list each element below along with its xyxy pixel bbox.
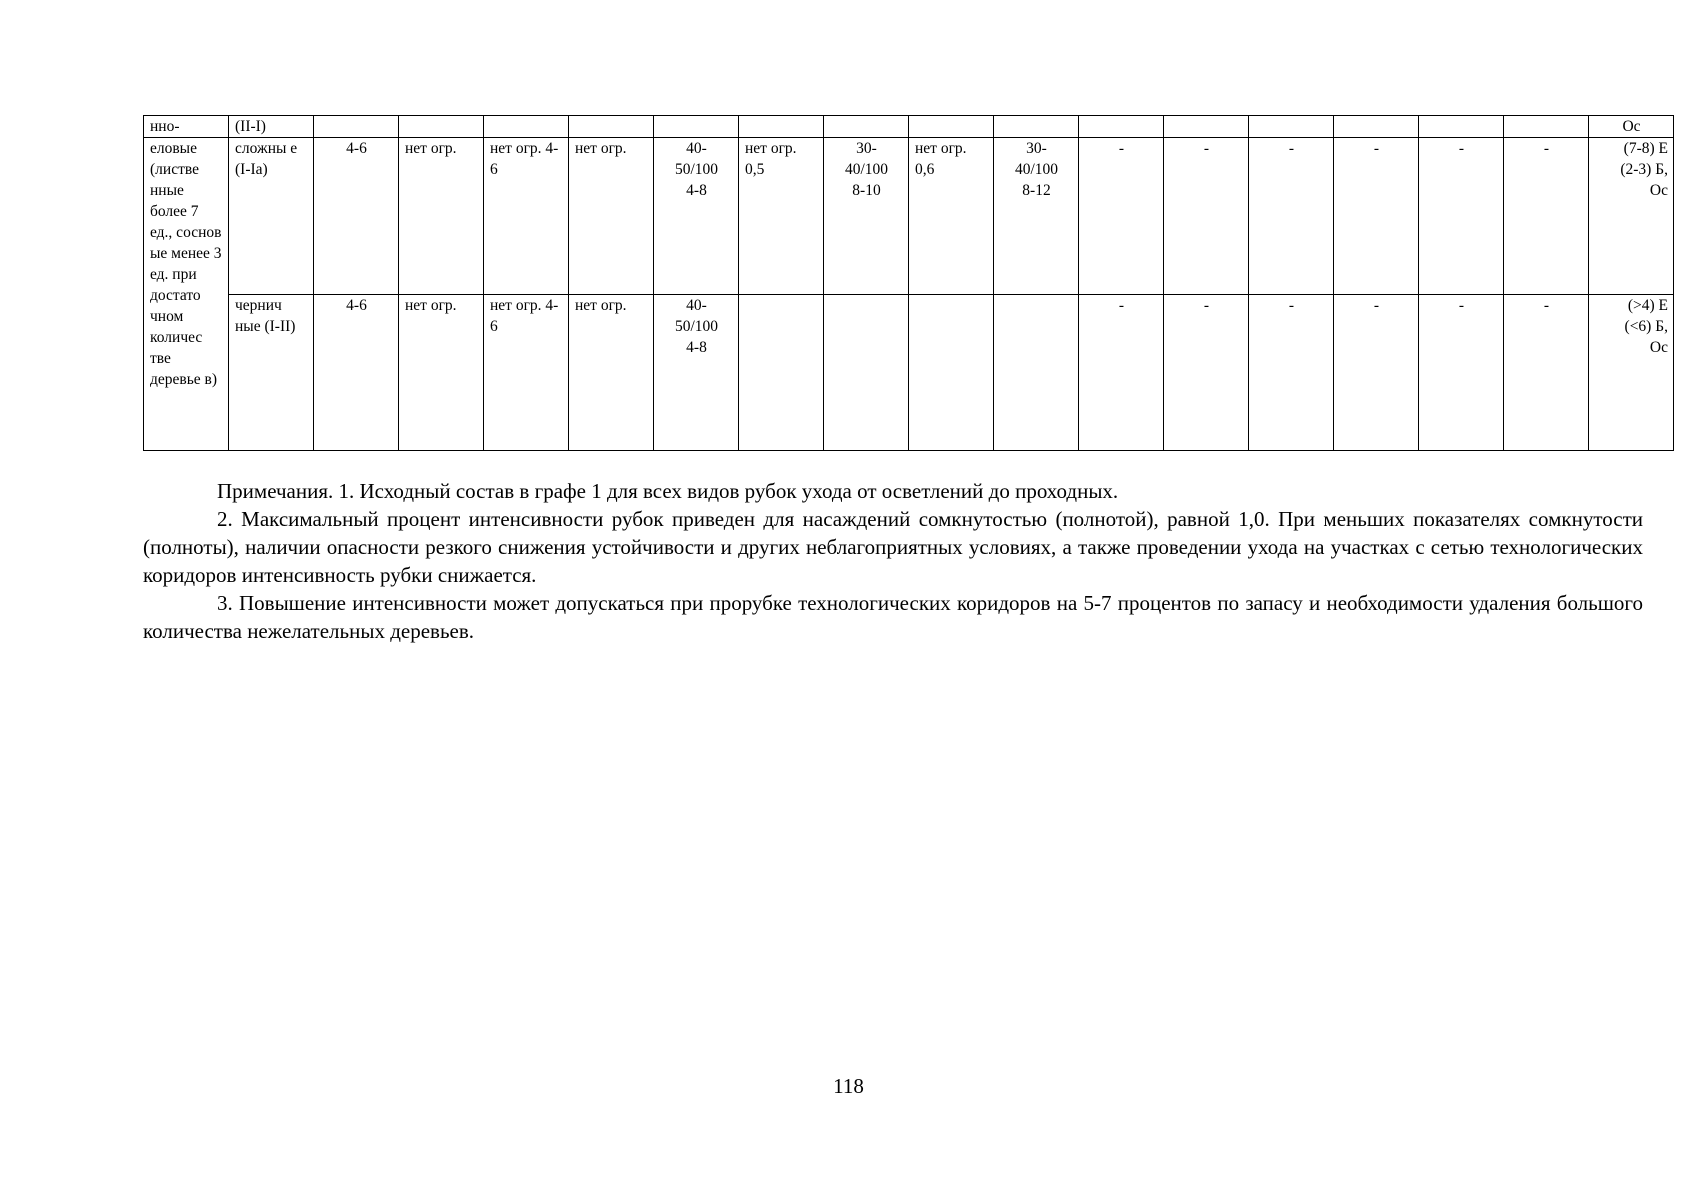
table-cell: чернич ные (I-II) [229, 294, 314, 451]
table-cell: - [1504, 294, 1589, 451]
table-cell [1249, 116, 1334, 138]
table-cell: нет огр. 4-6 [484, 138, 569, 295]
table-cell: сложны е (I-Ia) [229, 138, 314, 295]
table-cell: (7-8) Е (2-3) Б, Ос [1589, 138, 1674, 295]
table-cell: еловые (листве нные более 7 ед., соснов ые менее 3 ед. при достато чном количес тве деревье в) [144, 138, 229, 451]
table-cell [399, 116, 484, 138]
table-cell [1334, 116, 1419, 138]
table-cell [909, 116, 994, 138]
table-cell: - [1249, 138, 1334, 295]
table-cell [824, 116, 909, 138]
table-cell [909, 294, 994, 451]
table-cell: нет огр. [399, 294, 484, 451]
table-cell: 4-6 [314, 294, 399, 451]
table-cell: Ос [1589, 116, 1674, 138]
table-cell [484, 116, 569, 138]
table-cell [654, 116, 739, 138]
table-row [144, 138, 1674, 295]
table-cell: нет огр. 0,5 [739, 138, 824, 295]
table-cell: - [1334, 138, 1419, 295]
table-cell: нет огр. [569, 138, 654, 295]
table-cell [569, 116, 654, 138]
forest-care-table [143, 115, 1674, 451]
page-number: 118 [833, 1074, 864, 1098]
table-cell: (II-I) [229, 116, 314, 138]
table-cell: (>4) Е (<6) Б, Ос [1589, 294, 1674, 451]
table-cell [824, 294, 909, 451]
table-cell [994, 294, 1079, 451]
table-cell: нет огр. 0,6 [909, 138, 994, 295]
table-cell [1079, 116, 1164, 138]
table-cell: 30- 40/100 8-12 [994, 138, 1079, 295]
note-paragraph: 3. Повышение интенсивности может допускаться при прорубке технологических коридоров на 5-7 процентов по запасу и необходимости удаления большого количества нежелательных деревьев. [143, 591, 1643, 643]
table-cell: - [1164, 138, 1249, 295]
table-cell: - [1504, 138, 1589, 295]
note-paragraph: Примечания. 1. Исходный состав в графе 1 для всех видов рубок ухода от осветлений до проходных. [217, 479, 1119, 503]
table-cell [739, 294, 824, 451]
table-cell: - [1419, 138, 1504, 295]
table-cell: 4-6 [314, 138, 399, 295]
table-cell: нно- [144, 116, 229, 138]
table-cell [1504, 116, 1589, 138]
table-cell [1419, 116, 1504, 138]
table-cell: - [1334, 294, 1419, 451]
table-cell: нет огр. [569, 294, 654, 451]
notes [143, 477, 1643, 645]
table-cell: 40- 50/100 4-8 [654, 294, 739, 451]
table-row [144, 294, 1674, 451]
table-cell: - [1079, 294, 1164, 451]
table-cell: - [1079, 138, 1164, 295]
table-cell: - [1249, 294, 1334, 451]
table-cell: - [1164, 294, 1249, 451]
table-cell: 40- 50/100 4-8 [654, 138, 739, 295]
table-cell: - [1419, 294, 1504, 451]
table-cell [739, 116, 824, 138]
table-cell: нет огр. [399, 138, 484, 295]
table-cell: 30- 40/100 8-10 [824, 138, 909, 295]
table-cell [314, 116, 399, 138]
table-row [144, 116, 1674, 138]
note-paragraph: 2. Максимальный процент интенсивности рубок приведен для насаждений сомкнутостью (полнотой), равной 1,0. При меньших показателях сомкнутости (полноты), наличии опасности резкого снижения устойчивости и других неблагоприятных условиях, а также проведении ухода на участках с сетью технологических коридоров интенсивность рубки снижается. [143, 507, 1643, 587]
table-cell [994, 116, 1079, 138]
table-cell [1164, 116, 1249, 138]
table-cell: нет огр. 4-6 [484, 294, 569, 451]
